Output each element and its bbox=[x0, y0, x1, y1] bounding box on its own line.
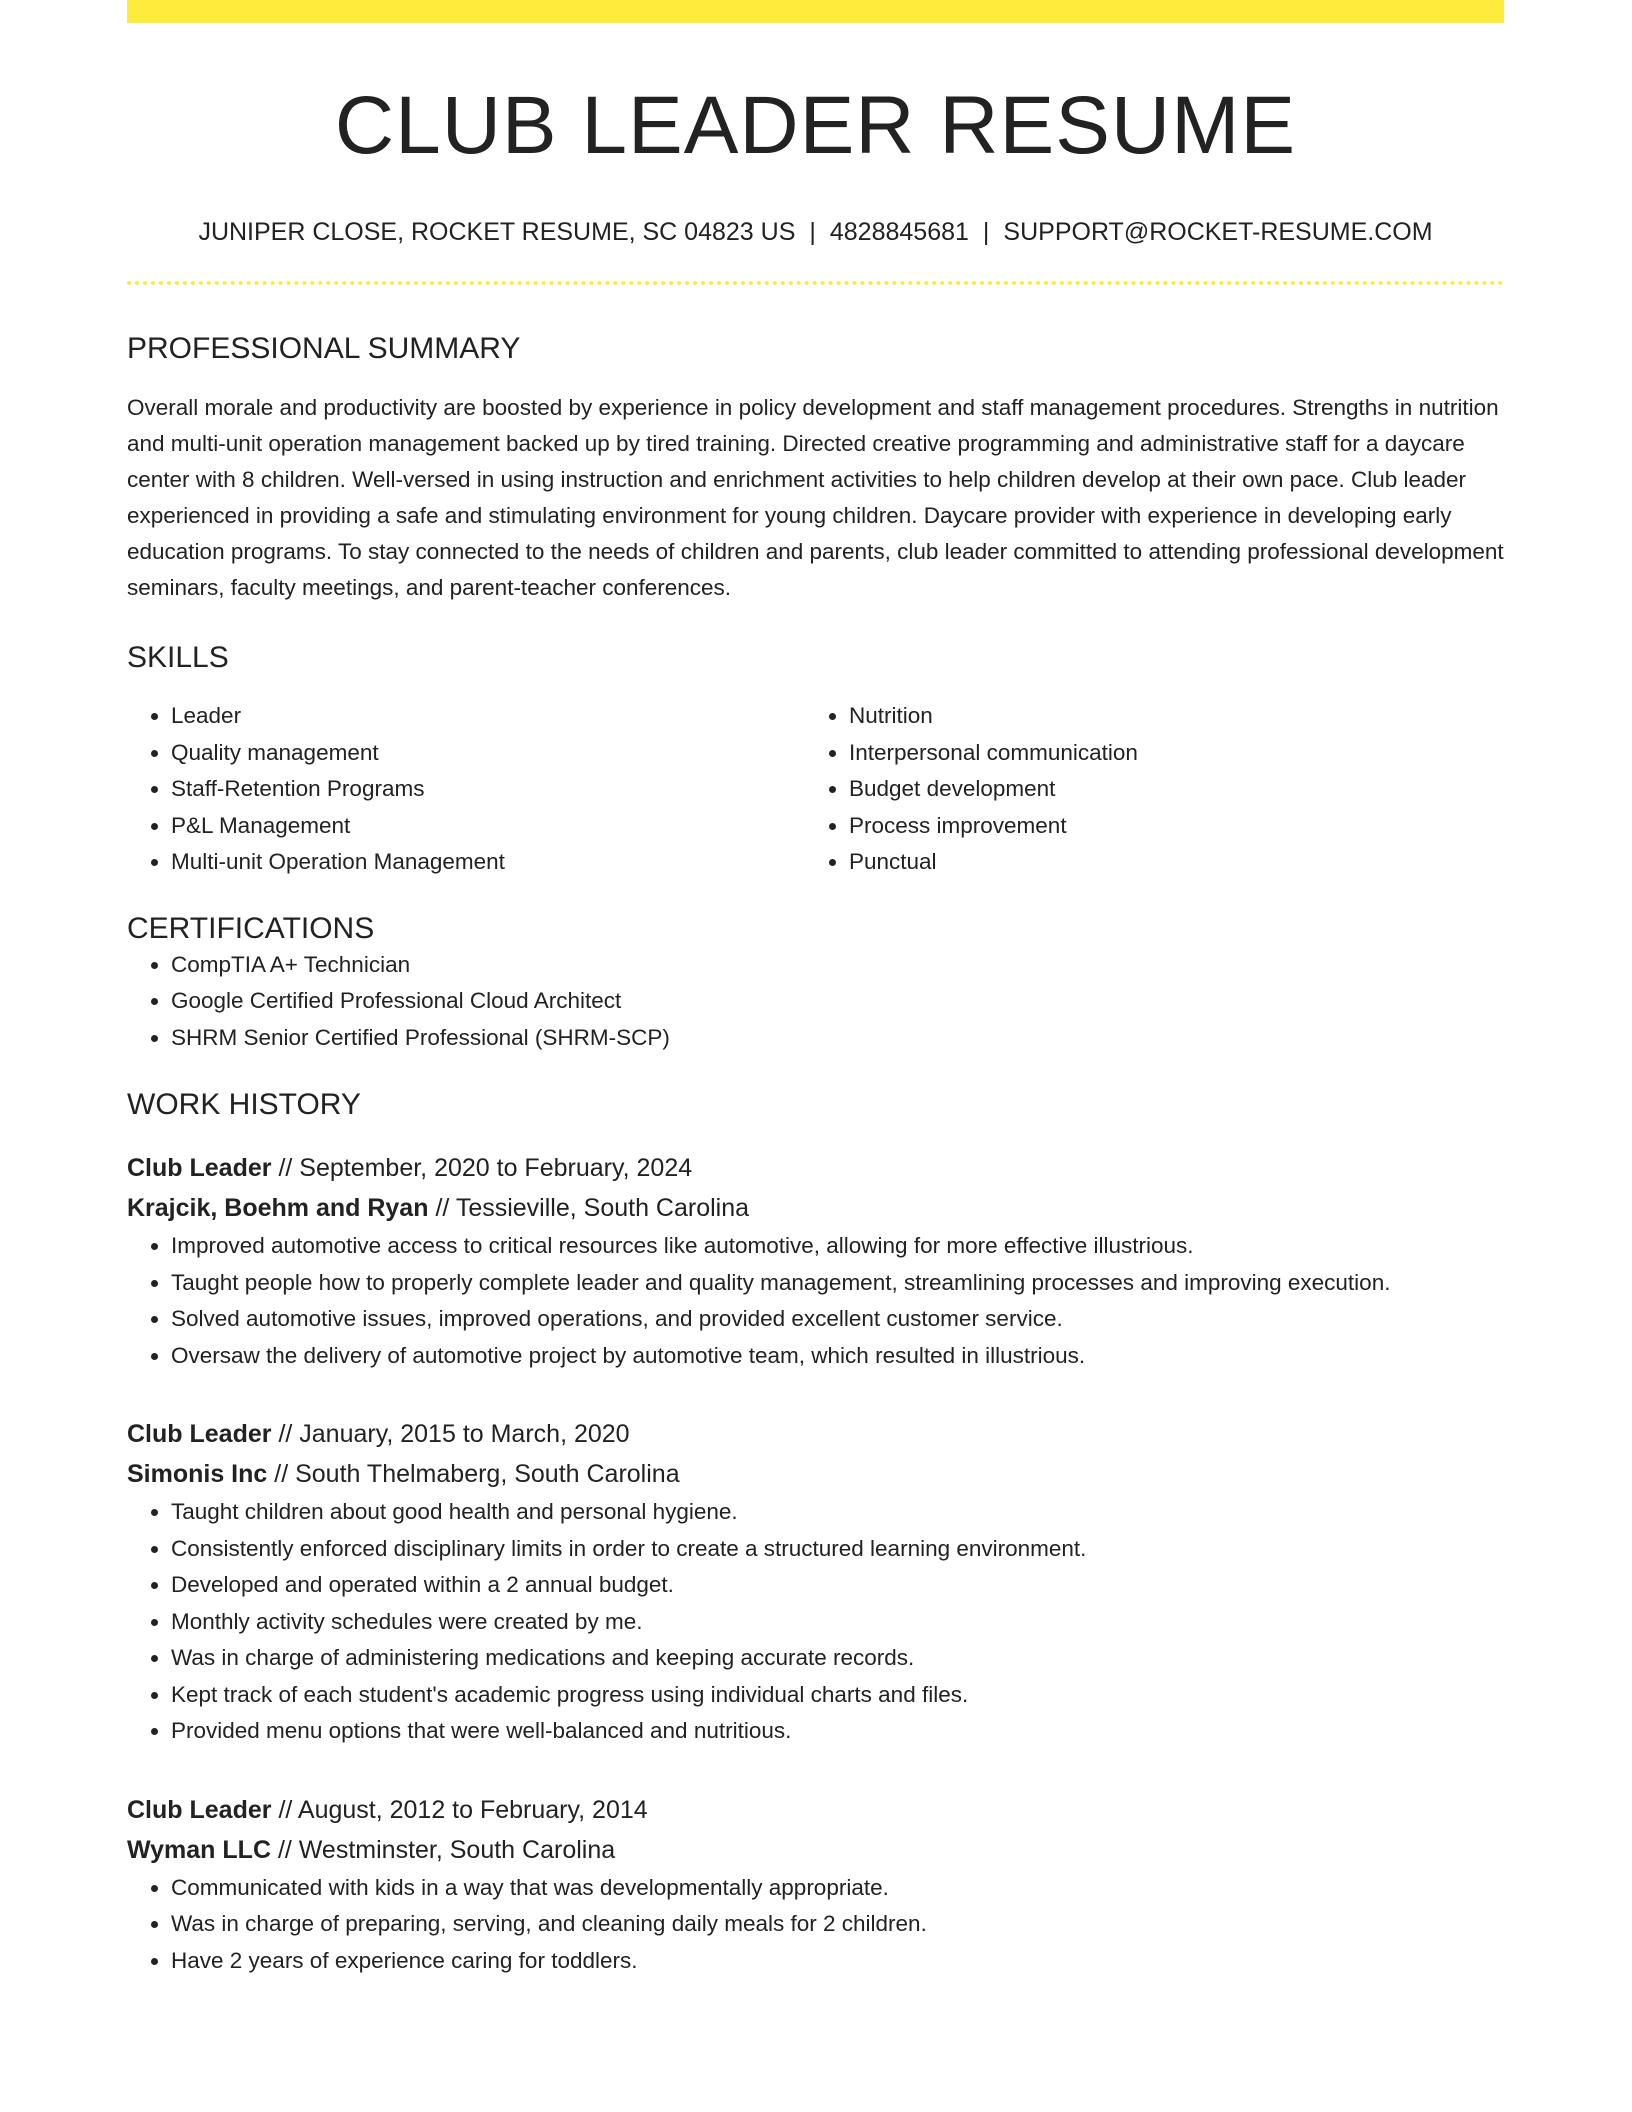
summary-heading: PROFESSIONAL SUMMARY bbox=[127, 332, 521, 366]
contact-separator: | bbox=[809, 218, 816, 247]
certifications-heading: CERTIFICATIONS bbox=[127, 911, 375, 945]
job-role: Club Leader bbox=[127, 1420, 272, 1449]
contact-email: SUPPORT@ROCKET-RESUME.COM bbox=[1003, 218, 1433, 247]
job-company: Wyman LLC bbox=[127, 1835, 271, 1864]
skills-list bbox=[127, 698, 1504, 881]
skill-item: • Punctual bbox=[849, 844, 1504, 881]
job-role-line bbox=[127, 1148, 1504, 1188]
job-bullet: • Solved automotive issues, improved operations, and provided excellent customer service. bbox=[171, 1301, 1504, 1338]
job-bullets bbox=[127, 1228, 1504, 1374]
skill-item: • Staff-Retention Programs bbox=[171, 771, 805, 808]
job-bullet: • Developed and operated within a 2 annual budget. bbox=[171, 1567, 1504, 1604]
skill-item: • Budget development bbox=[849, 771, 1504, 808]
job-bullet: • Improved automotive access to critical resources like automotive, allowing for more effective illustrious. bbox=[171, 1228, 1504, 1265]
work-history-heading: WORK HISTORY bbox=[127, 1088, 361, 1122]
skill-item: • Multi-unit Operation Management bbox=[171, 844, 805, 881]
accent-top-bar bbox=[127, 0, 1504, 23]
job-bullet: • Taught children about good health and personal hygiene. bbox=[171, 1494, 1504, 1531]
job-bullet: • Taught people how to properly complete leader and quality management, streamlining processes and improving execution. bbox=[171, 1265, 1504, 1302]
job-role: Club Leader bbox=[127, 1154, 272, 1183]
job-bullet: • Provided menu options that were well-balanced and nutritious. bbox=[171, 1713, 1504, 1750]
job-bullet: • Monthly activity schedules were created by me. bbox=[171, 1604, 1504, 1641]
job-location: // South Thelmaberg, South Carolina bbox=[274, 1460, 680, 1489]
skill-item: • Process improvement bbox=[849, 808, 1504, 845]
job-role: Club Leader bbox=[127, 1795, 272, 1824]
skills-column-right bbox=[805, 698, 1504, 881]
certification-item: • SHRM Senior Certified Professional (SHRM-SCP) bbox=[171, 1020, 1504, 1057]
job-dates: // September, 2020 to February, 2024 bbox=[278, 1154, 693, 1183]
job-company-line bbox=[127, 1454, 1504, 1494]
summary-text: Overall morale and productivity are boosted by experience in policy development and staff management procedures. Strengths in nutrition and multi-unit operation management backed up by tired training. Directed creative programming and administrative staff for a daycare center with 8 children. Well-versed in using instruction and enrichment activities to help children develop at their own pace. Club leader experienced in providing a safe and stimulating environment for young children. Daycare provider with experience in developing early education programs. To stay connected to the needs of children and parents, club leader committed to attending professional development seminars, faculty meetings, and parent-teacher conferences. bbox=[127, 395, 1504, 601]
job-bullets bbox=[127, 1870, 1504, 1980]
job-dates: // August, 2012 to February, 2014 bbox=[278, 1795, 648, 1824]
job-bullet: • Have 2 years of experience caring for toddlers. bbox=[171, 1943, 1504, 1980]
certifications-list bbox=[127, 947, 1504, 1057]
contact-phone: 4828845681 bbox=[829, 218, 969, 247]
contact-address: JUNIPER CLOSE, ROCKET RESUME, SC 04823 US bbox=[198, 218, 796, 247]
skill-item: • P&L Management bbox=[171, 808, 805, 845]
skill-item: • Leader bbox=[171, 698, 805, 735]
job-role-line bbox=[127, 1790, 1504, 1830]
skill-item: • Interpersonal communication bbox=[849, 735, 1504, 772]
job-bullet: • Kept track of each student's academic progress using individual charts and files. bbox=[171, 1677, 1504, 1714]
job-bullets bbox=[127, 1494, 1504, 1750]
skill-item: • Nutrition bbox=[849, 698, 1504, 735]
resume-page bbox=[127, 0, 1504, 1979]
job-bullet: • Communicated with kids in a way that was developmentally appropriate. bbox=[171, 1870, 1504, 1907]
job-company-line bbox=[127, 1830, 1504, 1870]
job-bullet: • Consistently enforced disciplinary limits in order to create a structured learning environment. bbox=[171, 1531, 1504, 1568]
job-bullet: • Was in charge of administering medications and keeping accurate records. bbox=[171, 1640, 1504, 1677]
contact-line bbox=[127, 217, 1504, 247]
job-company: Simonis Inc bbox=[127, 1460, 268, 1489]
skills-heading: SKILLS bbox=[127, 641, 229, 675]
job-role-line bbox=[127, 1414, 1504, 1454]
certification-item: • CompTIA A+ Technician bbox=[171, 947, 1504, 984]
job-entry bbox=[127, 1148, 1504, 1374]
job-entry bbox=[127, 1790, 1504, 1980]
job-location: // Tessieville, South Carolina bbox=[435, 1194, 750, 1223]
header-divider bbox=[127, 281, 1504, 285]
job-company: Krajcik, Boehm and Ryan bbox=[127, 1194, 429, 1223]
resume-title: CLUB LEADER RESUME bbox=[334, 80, 1297, 171]
job-entry bbox=[127, 1414, 1504, 1750]
job-company-line bbox=[127, 1188, 1504, 1228]
job-bullet: • Was in charge of preparing, serving, and cleaning daily meals for 2 children. bbox=[171, 1906, 1504, 1943]
job-bullet: • Oversaw the delivery of automotive project by automotive team, which resulted in illustrious. bbox=[171, 1338, 1504, 1375]
job-dates: // January, 2015 to March, 2020 bbox=[278, 1420, 630, 1449]
contact-separator: | bbox=[982, 218, 990, 247]
certification-item: • Google Certified Professional Cloud Architect bbox=[171, 983, 1504, 1020]
skill-item: • Quality management bbox=[171, 735, 805, 772]
job-location: // Westminster, South Carolina bbox=[277, 1835, 616, 1864]
skills-column-left bbox=[127, 698, 805, 881]
